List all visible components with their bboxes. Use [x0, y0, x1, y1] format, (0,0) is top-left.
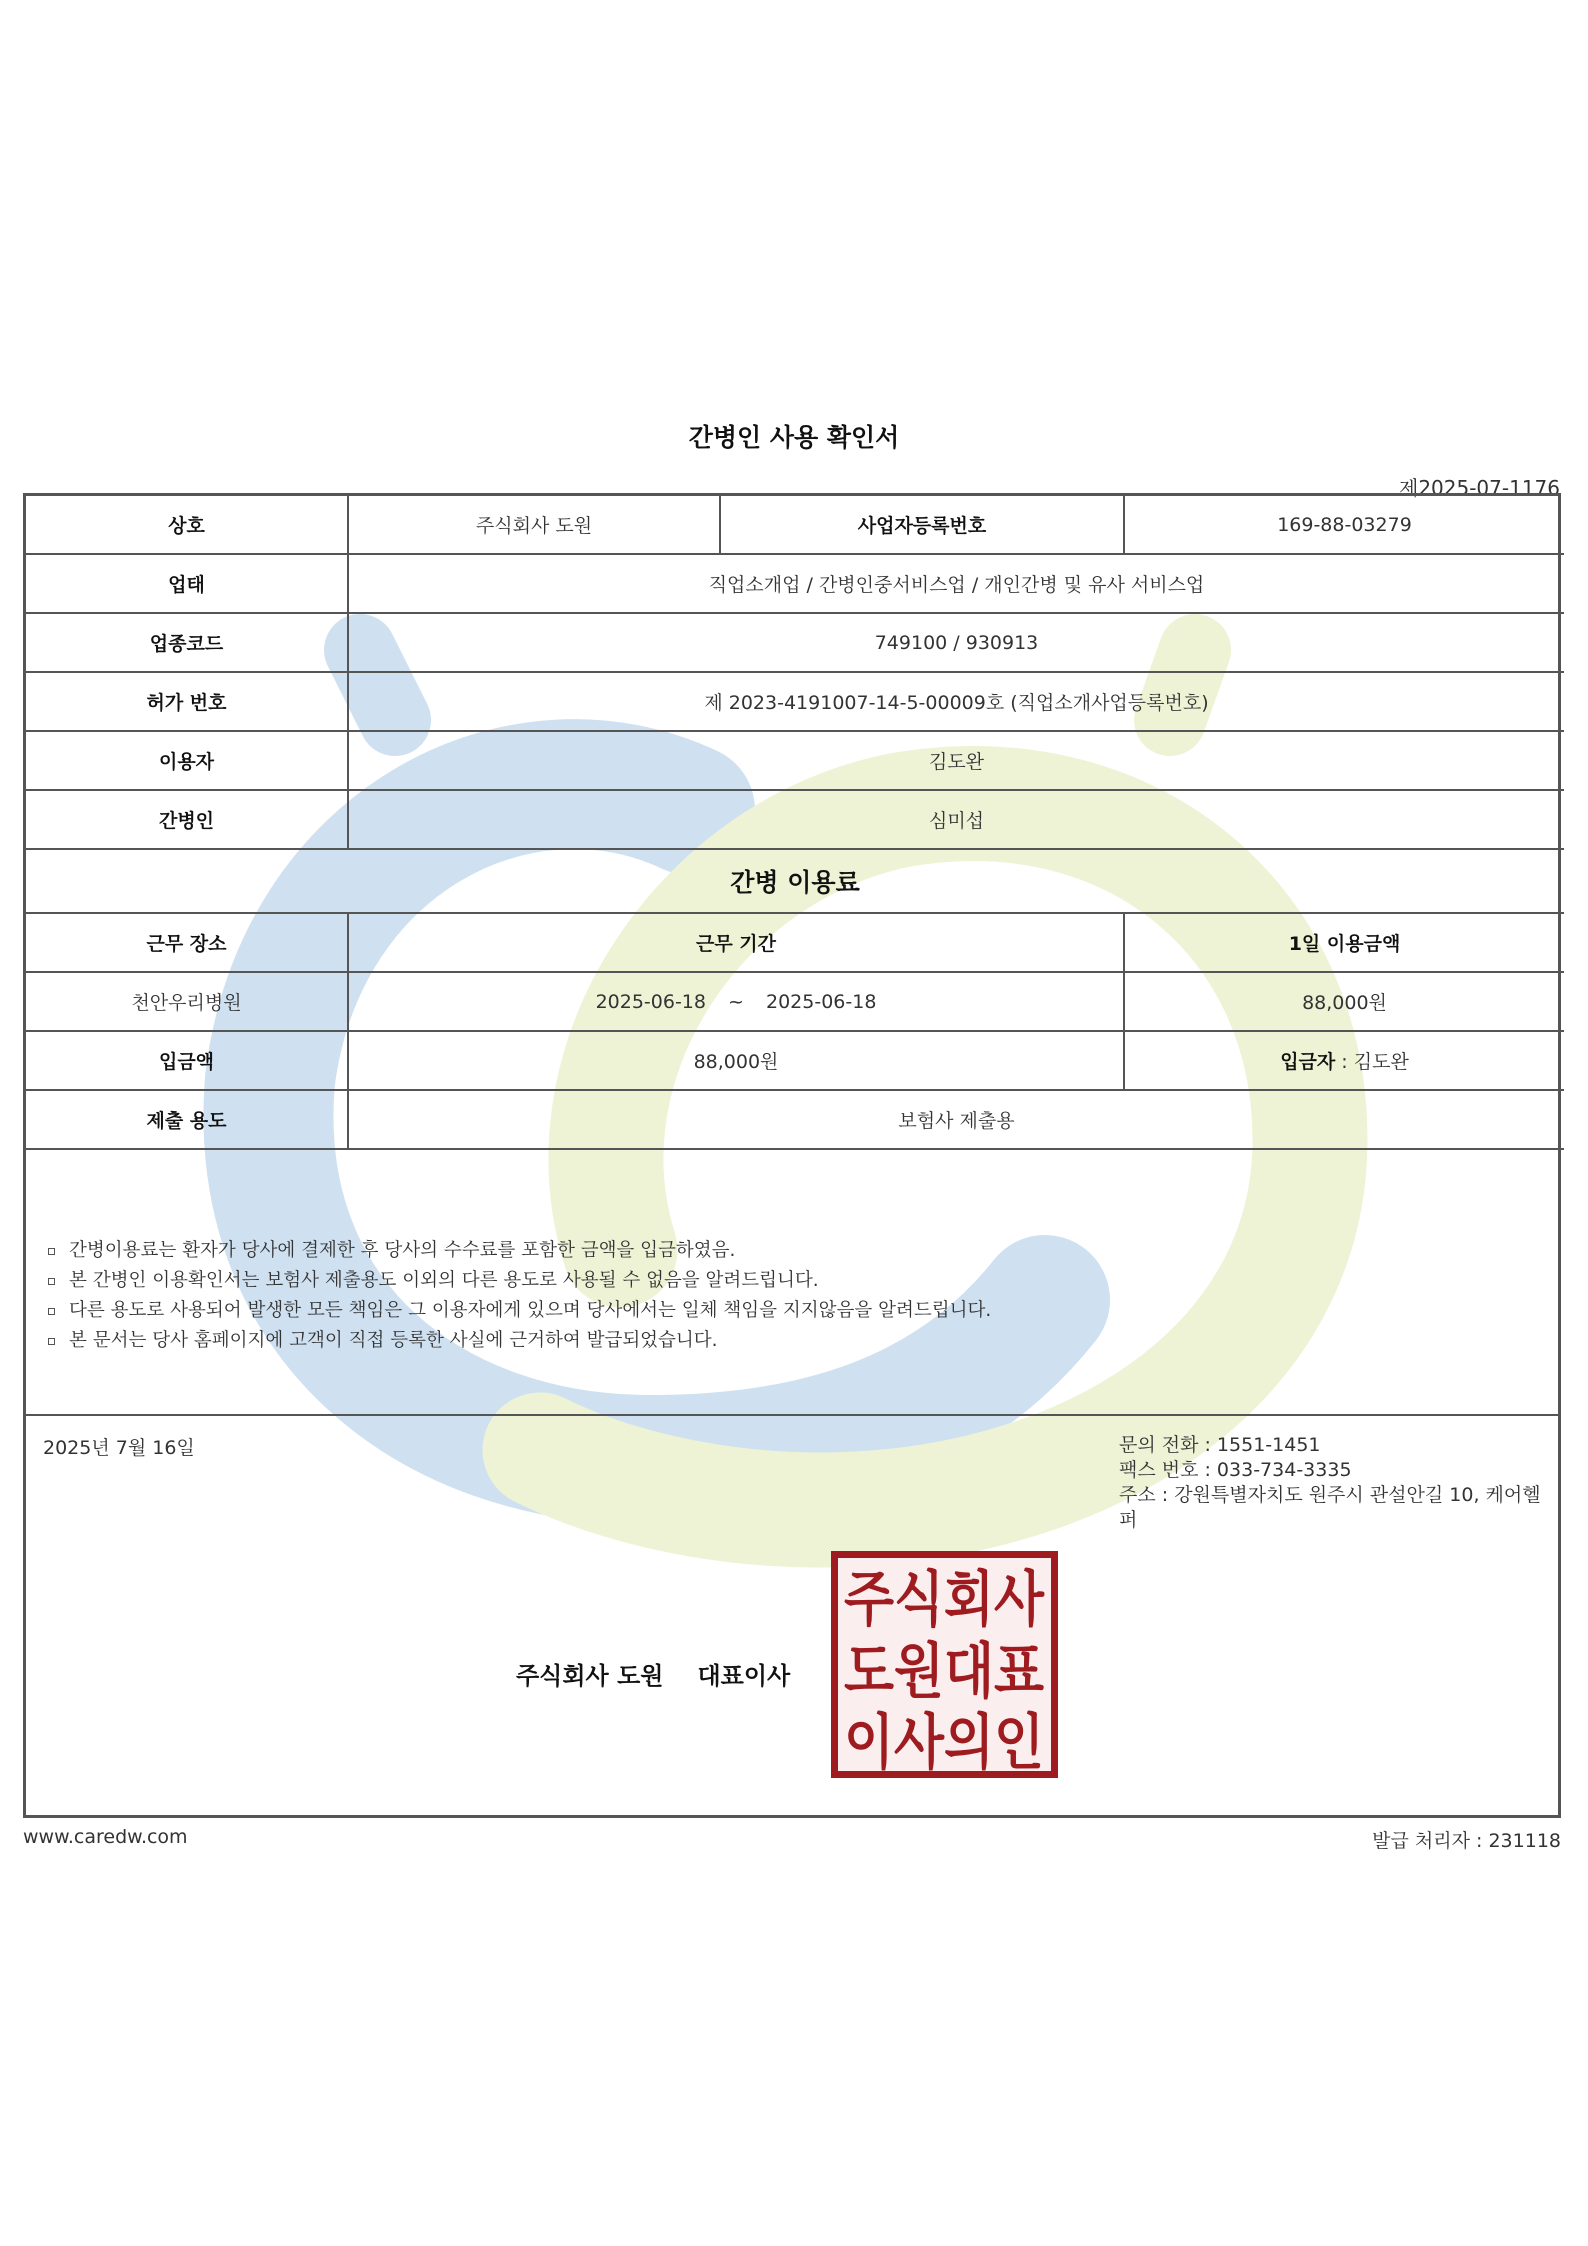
- contact-fax: 팩스 번호 : 033-734-3335: [1119, 1459, 1352, 1481]
- notice-item: 간병이용료는 환자가 당사에 결제한 후 당사의 수수료를 포함한 금액을 입금하였음.: [48, 1236, 991, 1266]
- seal-glyphs: [838, 1558, 1051, 1778]
- row-caregiver: [26, 790, 1564, 849]
- seal-line-2: 도원대표: [844, 1637, 1045, 1707]
- row-fee-values: [26, 972, 1564, 1031]
- certificate-table: [26, 496, 1564, 1150]
- bullet-icon: [48, 1338, 55, 1345]
- label-business-registration: 사업자등록번호: [720, 496, 1124, 554]
- signer-block: [516, 1656, 790, 1691]
- row-user: [26, 731, 1564, 790]
- value-industry-code: 749100 / 930913: [348, 613, 1564, 672]
- label-depositor: 입금자: [1280, 1051, 1336, 1073]
- certificate-frame: [23, 493, 1561, 1818]
- contact-info: [1119, 1433, 1558, 1533]
- row-purpose: [26, 1090, 1564, 1149]
- footer-website: www.caredw.com: [23, 1826, 188, 1848]
- period-end: 2025-06-18: [766, 990, 877, 1013]
- value-work-period: [348, 972, 1124, 1031]
- section-divider: [26, 1414, 1558, 1416]
- seal-line-1: 주식회사: [844, 1565, 1045, 1635]
- contact-address: 주소 : 강원특별자치도 원주시 관설안길 10, 케어헬퍼: [1119, 1484, 1541, 1531]
- bullet-icon: [48, 1248, 55, 1255]
- value-company-name: 주식회사 도원: [348, 496, 720, 554]
- label-deposit-amount: 입금액: [26, 1031, 348, 1090]
- value-depositor-cell: [1124, 1031, 1564, 1090]
- document-number: 제2025-07-1176: [1399, 476, 1560, 500]
- notice-list: [48, 1236, 991, 1356]
- signer-title: 대표이사: [697, 1662, 791, 1690]
- signer-company: 주식회사 도원: [516, 1662, 664, 1690]
- depositor-separator: :: [1335, 1051, 1354, 1073]
- notice-item: 본 간병인 이용확인서는 보험사 제출용도 이외의 다른 용도로 사용될 수 없음을 알려드립니다.: [48, 1266, 991, 1296]
- value-license-number: 제 2023-4191007-14-5-00009호 (직업소개사업등록번호): [348, 672, 1564, 731]
- seal-line-3: 이사의인: [844, 1708, 1044, 1778]
- value-business-registration: 169-88-03279: [1124, 496, 1564, 554]
- bullet-icon: [48, 1278, 55, 1285]
- row-industry-code: [26, 613, 1564, 672]
- row-company: [26, 496, 1564, 554]
- value-caregiver: 심미섭: [348, 790, 1564, 849]
- label-license-number: 허가 번호: [26, 672, 348, 731]
- period-separator: ~: [728, 990, 744, 1013]
- label-business-type: 업태: [26, 554, 348, 613]
- row-business-type: [26, 554, 1564, 613]
- company-seal-stamp: [831, 1551, 1058, 1778]
- section-title-fee: 간병 이용료: [26, 849, 1564, 913]
- label-industry-code: 업종코드: [26, 613, 348, 672]
- row-license: [26, 672, 1564, 731]
- document-title: 간병인 사용 확인서: [688, 423, 900, 452]
- row-fee-section: [26, 849, 1564, 913]
- value-workplace: 천안우리병원: [26, 972, 348, 1031]
- value-daily-amount: 88,000원: [1124, 972, 1564, 1031]
- contact-phone: 문의 전화 : 1551-1451: [1119, 1434, 1321, 1456]
- notice-item: 본 문서는 당사 홈페이지에 고객이 직접 등록한 사실에 근거하여 발급되었습니다.: [48, 1326, 991, 1356]
- row-deposit: [26, 1031, 1564, 1090]
- label-purpose: 제출 용도: [26, 1090, 348, 1149]
- period-start: 2025-06-18: [595, 990, 706, 1013]
- header-daily-amount: 1일 이용금액: [1124, 913, 1564, 972]
- row-fee-header: [26, 913, 1564, 972]
- value-depositor: 김도완: [1353, 1051, 1409, 1073]
- label-caregiver: 간병인: [26, 790, 348, 849]
- value-business-type: 직업소개업 / 간병인중서비스업 / 개인간병 및 유사 서비스업: [348, 554, 1564, 613]
- notice-item: 다른 용도로 사용되어 발생한 모든 책임은 그 이용자에게 있으며 당사에서는 일체 책임을 지지않음을 알려드립니다.: [48, 1296, 991, 1326]
- value-purpose: 보험사 제출용: [348, 1090, 1564, 1149]
- bullet-icon: [48, 1308, 55, 1315]
- value-deposit-amount: 88,000원: [348, 1031, 1124, 1090]
- value-user: 김도완: [348, 731, 1564, 790]
- issue-date: 2025년 7월 16일: [43, 1437, 195, 1459]
- header-workplace: 근무 장소: [26, 913, 348, 972]
- footer-processor: 발급 처리자 : 231118: [1372, 1830, 1561, 1852]
- header-work-period: 근무 기간: [348, 913, 1124, 972]
- label-company-name: 상호: [26, 496, 348, 554]
- label-user: 이용자: [26, 731, 348, 790]
